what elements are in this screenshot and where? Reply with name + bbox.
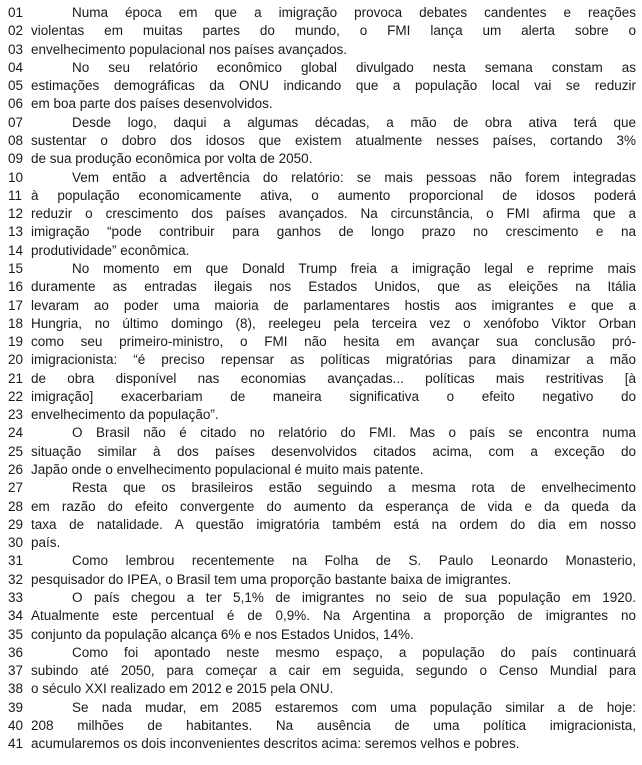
line-text: em boa parte dos países desenvolvidos. <box>31 96 273 112</box>
text-line <box>8 205 636 223</box>
text-line <box>8 516 636 534</box>
document-body <box>8 4 636 754</box>
text-line <box>8 662 636 680</box>
line-number: 03 <box>8 41 24 57</box>
line-number: 36 <box>8 644 24 660</box>
line-number: 11 <box>8 187 23 203</box>
line-number: 32 <box>8 571 24 587</box>
line-number: 04 <box>8 59 24 75</box>
text-line <box>8 406 636 424</box>
text-line <box>8 644 636 662</box>
line-number: 16 <box>8 279 24 295</box>
line-number: 34 <box>8 608 24 624</box>
text-line <box>8 735 636 753</box>
line-number: 21 <box>8 370 24 386</box>
line-number: 23 <box>8 407 24 423</box>
text-line <box>8 41 636 59</box>
text-line <box>8 187 636 205</box>
text-line <box>8 315 636 333</box>
line-text: No momento em que Donald Trump freia a imigração legal e reprime mais <box>72 260 636 276</box>
line-number: 26 <box>8 462 24 478</box>
line-number: 05 <box>8 78 24 94</box>
line-text: pesquisador do IPEA, o Brasil tem uma proporção bastante baixa de imigrantes. <box>31 571 512 587</box>
text-line <box>8 498 636 516</box>
line-text: Se nada mudar, em 2085 estaremos com uma população similar a de hoje: <box>72 699 636 715</box>
line-text: No seu relatório econômico global divulgado nesta semana constam as <box>72 59 636 75</box>
text-line <box>8 552 636 570</box>
line-text: 208 milhões de habitantes. Na ausência de uma política imigracionista, <box>31 717 636 733</box>
text-line <box>8 4 636 22</box>
line-text: envelhecimento da população”. <box>31 407 219 423</box>
line-number: 38 <box>8 681 24 697</box>
line-number: 35 <box>8 626 24 642</box>
line-text: violentas em muitas partes do mundo, o FMI lança um alerta sobre o <box>31 23 636 39</box>
line-text: Resta que os brasileiros estão seguindo a mesma rota de envelhecimento <box>72 480 636 496</box>
line-text: estimações demográficas da ONU indicando que a população local vai se reduzir <box>31 78 636 94</box>
line-text: como seu primeiro-ministro, o FMI não hesita em avançar sua conclusão pró- <box>31 334 636 350</box>
line-number: 15 <box>8 260 24 276</box>
text-line <box>8 571 636 589</box>
line-number: 27 <box>8 480 24 496</box>
line-text: reduzir o crescimento dos países avançados. Na circunstância, o FMI afirma que a <box>31 206 636 222</box>
text-line <box>8 114 636 132</box>
line-text: imigracionista: “é preciso repensar as políticas migratórias para dinamizar a mão <box>31 352 636 368</box>
line-number: 01 <box>8 5 24 20</box>
text-line <box>8 297 636 315</box>
line-text: duramente as entradas ilegais nos Estados Unidos, que as eleições na Itália <box>31 279 636 295</box>
line-text: Atualmente este percentual é de 0,9%. Na Argentina a proporção de imigrantes no <box>31 608 636 624</box>
line-text: Numa época em que a imigração provoca debates candentes e reações <box>72 5 636 20</box>
text-line <box>8 59 636 77</box>
text-line <box>8 699 636 717</box>
line-number: 08 <box>8 132 24 148</box>
text-line <box>8 150 636 168</box>
text-line <box>8 169 636 187</box>
text-line <box>8 77 636 95</box>
line-number: 07 <box>8 114 24 130</box>
line-text: imigração “pode contribuir para ganhos de longo prazo no crescimento e na <box>31 224 636 240</box>
text-line <box>8 680 636 698</box>
line-number: 33 <box>8 590 24 605</box>
text-line <box>8 717 636 735</box>
line-number: 28 <box>8 498 24 514</box>
line-text: Como lembrou recentemente na Folha de S. Paulo Leonardo Monasterio, <box>72 553 636 569</box>
line-text: Desde logo, daqui a algumas décadas, a mão de obra ativa terá que <box>72 114 636 130</box>
line-text: taxa de natalidade. A questão imigratória também está na ordem do dia em nosso <box>31 516 636 532</box>
text-line <box>8 223 636 241</box>
line-text: de obra disponível nas economias avançadas... políticas mais restritivas [à <box>31 370 636 386</box>
line-number: 10 <box>8 169 24 185</box>
line-number: 13 <box>8 224 24 240</box>
line-text: de sua produção econômica por volta de 2050. <box>31 151 313 167</box>
line-number: 12 <box>8 206 24 222</box>
line-number: 19 <box>8 334 24 350</box>
line-text: subindo até 2050, para começar a cair em seguida, segundo o Censo Mundial para <box>31 663 636 679</box>
line-text: Hungria, no último domingo (8), reelegeu pela terceira vez o xenófobo Viktor Orban <box>31 315 636 331</box>
line-text: O Brasil não é citado no relatório do FMI. Mas o país se encontra numa <box>72 425 636 441</box>
text-line <box>8 479 636 497</box>
line-number: 18 <box>8 315 24 331</box>
text-line <box>8 242 636 260</box>
text-line <box>8 370 636 388</box>
line-number: 17 <box>8 297 24 313</box>
line-number: 22 <box>8 388 24 404</box>
line-number: 37 <box>8 663 24 679</box>
line-text: em razão do efeito convergente do aumento da esperança de vida e da queda da <box>31 498 636 514</box>
line-number: 14 <box>8 242 24 258</box>
line-text: sustentar o dobro dos idosos que existem atualmente nesses países, cortando 3% <box>31 132 636 148</box>
text-line <box>8 22 636 40</box>
text-line <box>8 534 636 552</box>
text-line <box>8 333 636 351</box>
text-line <box>8 95 636 113</box>
line-text: levaram ao poder uma maioria de parlamentares hostis aos imigrantes e que a <box>31 297 636 313</box>
line-text: acumularemos os dois inconvenientes descritos acima: seremos velhos e pobres. <box>31 736 520 752</box>
line-number: 20 <box>8 352 24 368</box>
line-text: à população economicamente ativa, o aumento proporcional de idosos poderá <box>31 187 636 203</box>
line-text: imigração] exacerbariam de maneira significativa o efeito negativo do <box>31 388 636 404</box>
line-number: 06 <box>8 96 24 112</box>
line-number: 41 <box>8 736 24 752</box>
line-text: conjunto da população alcança 6% e nos Estados Unidos, 14%. <box>31 626 414 642</box>
text-line <box>8 461 636 479</box>
text-line <box>8 589 636 607</box>
line-number: 31 <box>8 553 24 569</box>
line-text: produtividade” econômica. <box>31 242 190 258</box>
text-line <box>8 278 636 296</box>
text-line <box>8 626 636 644</box>
line-text: O país chegou a ter 5,1% de imigrantes no seio de sua população em 1920. <box>72 590 636 605</box>
text-line <box>8 132 636 150</box>
line-text: o século XXI realizado em 2012 e 2015 pela ONU. <box>31 681 334 697</box>
line-number: 30 <box>8 535 24 551</box>
line-text: envelhecimento populacional nos países avançados. <box>31 41 347 57</box>
text-line <box>8 351 636 369</box>
line-number: 09 <box>8 151 24 167</box>
text-line <box>8 607 636 625</box>
text-line <box>8 424 636 442</box>
text-line <box>8 388 636 406</box>
line-number: 39 <box>8 699 24 715</box>
line-number: 02 <box>8 23 24 39</box>
line-text: país. <box>31 535 61 551</box>
line-text: situação similar à dos países desenvolvidos citados acima, com a exceção do <box>31 443 636 459</box>
text-line <box>8 443 636 461</box>
line-text: Vem então a advertência do relatório: se mais pessoas não forem integradas <box>72 169 636 185</box>
text-line <box>8 260 636 278</box>
line-number: 24 <box>8 425 24 441</box>
line-number: 25 <box>8 443 24 459</box>
line-number: 40 <box>8 717 24 733</box>
line-text: Como foi apontado neste mesmo espaço, a população do país continuará <box>72 644 636 660</box>
line-text: Japão onde o envelhecimento populacional é muito mais patente. <box>31 462 424 478</box>
line-number: 29 <box>8 516 24 532</box>
